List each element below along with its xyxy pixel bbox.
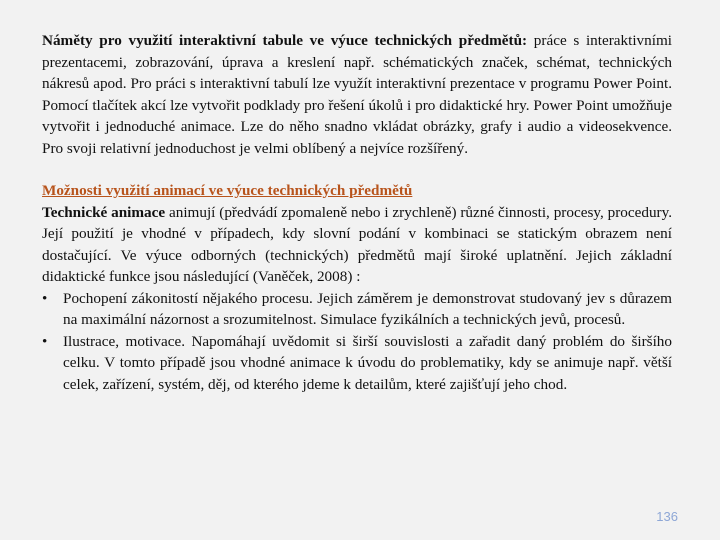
section-paragraph — [42, 202, 672, 288]
page-number: 136 — [656, 509, 678, 524]
bullet-text: Pochopení zákonitostí nějakého procesu. Jejich záměrem je demonstrovat studovaný jev s důrazem na maximální názornost a srozumitelnost. Simulace fyzikálních a technických jevů, procesů. — [63, 289, 672, 328]
bullet-list — [42, 288, 672, 396]
list-item — [42, 331, 672, 396]
slide-content — [42, 30, 672, 395]
section-lead: Technické animace — [42, 203, 166, 221]
intro-paragraph — [42, 30, 672, 159]
bullet-text: Ilustrace, motivace. Napomáhají uvědomit si širší souvislosti a zařadit daný problém do širšího celku. V tomto případě jsou vhodné animace k úvodu do problematiky, kdy se animuje např. větší celek, zařízení, systém, děj, od kterého jdeme k detailům, které zajišťují jeho chod. — [63, 332, 672, 393]
section-heading: Možnosti využití animací ve výuce technických předmětů — [42, 182, 413, 199]
bullet-icon: • — [42, 289, 48, 307]
list-item — [42, 288, 672, 331]
section-text: animují (předvádí zpomaleně nebo i zrychleně) různé činnosti, procesy, procedury. Její použití je vhodné v případech, kdy slovní podání v kombinaci se statickým obrazem není dostačující. Ve výuce odborných (technických) předmětů mají široké uplatnění. Jejich základní didaktické funkce jsou následující (Vaněček, 2008) : — [42, 203, 672, 285]
bullet-icon: • — [42, 332, 48, 350]
intro-lead: Náměty pro využití interaktivní tabule ve výuce technických předmětů: — [42, 32, 528, 49]
spacer — [42, 159, 672, 180]
intro-text: práce s interaktivními prezentacemi, zobrazování, úprava a kreslení např. schématických značek, schémat, technických nákresů apod. Pro práci s interaktivní tabulí lze využít interaktivní prezentace v programu Power Point. Pomocí tlačítek akcí lze vytvořit podklady pro řešení úkolů i pro didaktické hry. Power Point umožňuje vytvořit i jednoduché animace. Lze do něho snadno vkládat obrázky, grafy i audio a videosekvence. Pro svoji relativní jednoduchost je velmi oblíbený a nejvíce rozšířený. — [42, 32, 672, 157]
